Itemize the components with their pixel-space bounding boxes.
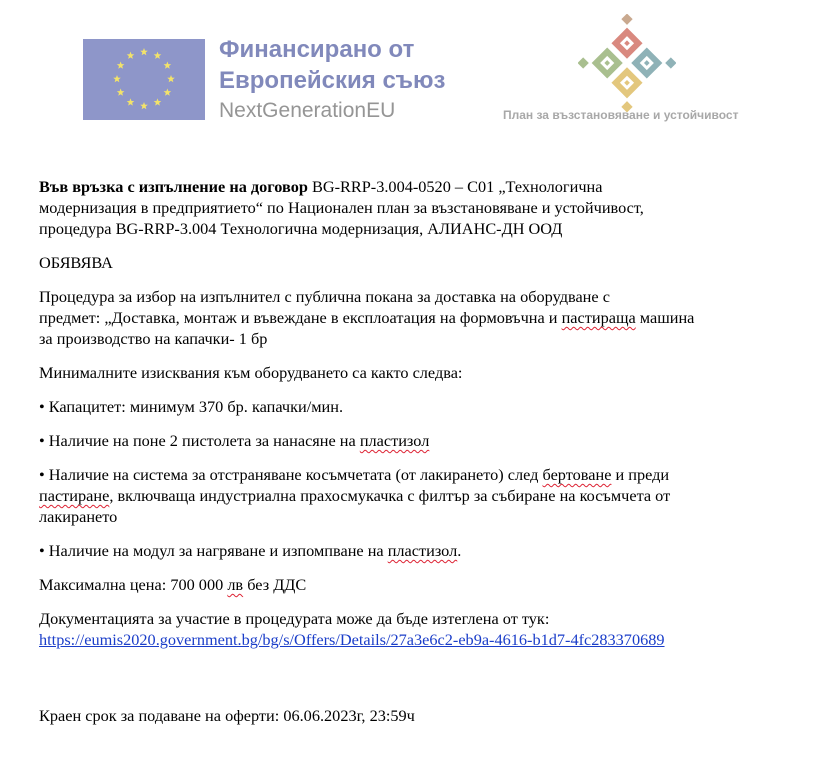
intro-paragraph <box>39 176 799 239</box>
intro-lead: Във връзка с изпълнение на договор <box>39 177 308 196</box>
procedure-paragraph <box>39 286 799 349</box>
requirement-item <box>39 540 799 561</box>
spellcheck-word: пастиране <box>39 486 110 505</box>
requirement-text: • Наличие на система за отстраняване косъмчетата (от лакирането) след <box>39 465 543 484</box>
eu-star-icon <box>127 52 135 59</box>
intro-contract: BG-RRP-3.004-0520 – C01 „Технологична <box>307 177 603 196</box>
spellcheck-word: пастираща <box>561 308 636 327</box>
documentation-link[interactable]: https://eumis2020.government.bg/bg/s/Offers/Details/27a3e6c2-eb9a-4616-b1d7-4fc283370689 <box>39 630 665 649</box>
eu-star-icon <box>117 89 125 96</box>
eu-line-2: Европейския съюз <box>219 67 446 94</box>
requirement-text: и преди <box>611 465 670 484</box>
eu-star-icon <box>164 89 172 96</box>
spellcheck-word: пластизол <box>359 431 430 450</box>
eu-star-icon <box>140 48 148 55</box>
requirements-title: Минималните изисквания към оборудването са както следва: <box>39 363 463 382</box>
recovery-plan-caption: План за възстановяване и устойчивост <box>503 108 739 122</box>
requirement-text: , включваща индустриална прахосмукачка с филтър за събиране на косъмчета от <box>109 486 671 505</box>
eu-star-icon <box>140 102 148 109</box>
recovery-plan-logo-icon <box>578 14 676 112</box>
eu-line-1: Финансирано от <box>219 36 415 63</box>
intro-line-3: процедура BG-RRP-3.004 Технологична модернизация, АЛИАНС-ДН ООД <box>39 219 563 238</box>
requirement-text: • Наличие на модул за нагряване и изпомпване на <box>39 541 388 560</box>
procedure-line-3: за производство на капачки- 1 бр <box>39 329 268 348</box>
eu-star-icon <box>154 98 162 105</box>
requirement-text: . <box>457 541 462 560</box>
spellcheck-word: пластизол <box>387 541 458 560</box>
requirement-text: • Наличие на поне 2 пистолета за нанасяне на <box>39 431 360 450</box>
eu-funding-text <box>219 34 445 126</box>
eu-star-icon <box>154 52 162 59</box>
requirement-item <box>39 430 799 451</box>
procedure-line-2-end: машина <box>635 308 695 327</box>
eu-star-icon <box>127 98 135 105</box>
spellcheck-word: лв <box>227 575 244 594</box>
announcement-body <box>39 176 799 726</box>
requirement-text: лакирането <box>39 507 118 526</box>
eu-star-icon <box>113 75 121 82</box>
max-price-text: Максимална цена: 700 000 <box>39 575 228 594</box>
requirement-item <box>39 464 799 527</box>
max-price <box>39 574 799 595</box>
header <box>0 0 831 140</box>
max-price-end: без ДДС <box>243 575 307 594</box>
eu-flag-icon <box>83 39 205 120</box>
deadline: Краен срок за подаване на оферти: 06.06.2023г, 23:59ч <box>39 706 415 725</box>
eu-star-icon <box>164 62 172 69</box>
documentation-paragraph <box>39 608 799 650</box>
procedure-line-2: предмет: „Доставка, монтаж и въвеждане в експлоатация на формовъчна и <box>39 308 562 327</box>
eu-star-icon <box>167 75 175 82</box>
eu-star-icon <box>117 62 125 69</box>
documentation-text: Документацията за участие в процедурата може да бъде изтеглена от тук: <box>39 609 550 628</box>
intro-line-2: модернизация в предприятието“ по Национален план за възстановяване и устойчивост, <box>39 198 644 217</box>
spellcheck-word: бертоване <box>542 465 612 484</box>
procedure-line-1: Процедура за избор на изпълнител с публична покана за доставка на оборудване с <box>39 287 610 306</box>
requirement-item: • Капацитет: минимум 370 бр. капачки/мин. <box>39 397 344 416</box>
eu-line-3: NextGenerationEU <box>219 99 396 122</box>
announces-heading: ОБЯВЯВА <box>39 253 113 272</box>
